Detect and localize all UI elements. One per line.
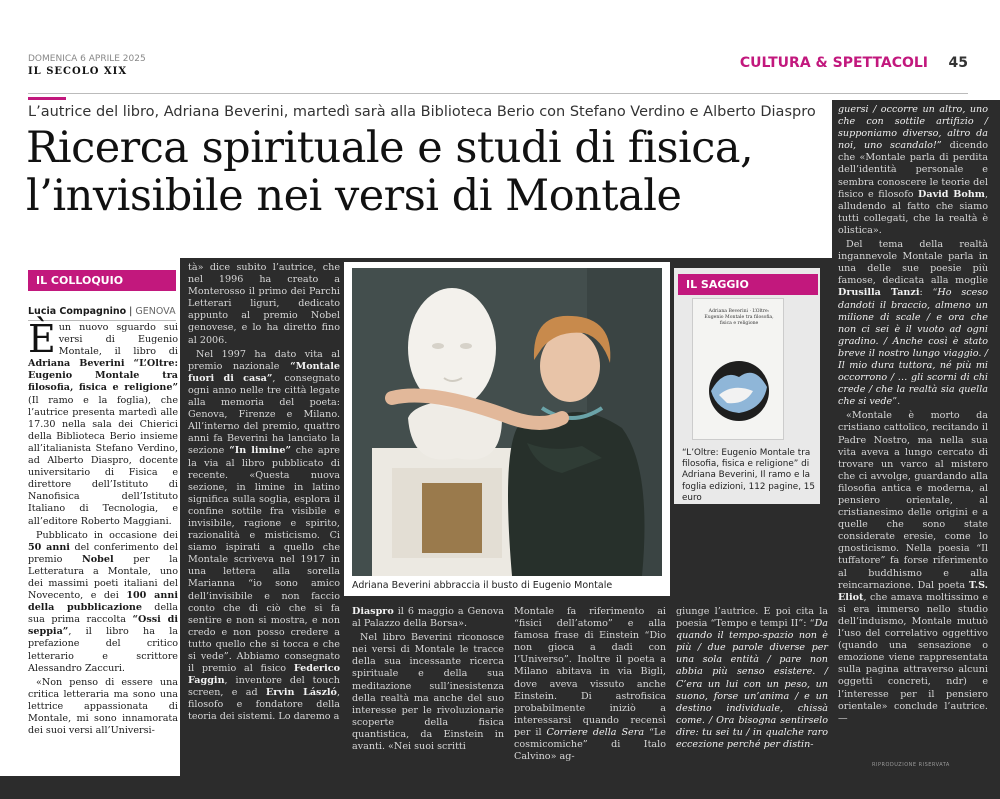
photo-caption: Adriana Beverini abbraccia il busto di Eugenio Montale — [352, 580, 613, 591]
article-column-1: Èun nuovo sguardo sui versi di Eugenio Montale, il libro di Adriana Beverini “L’Oltre: Eugenio Montale tra filosofia, fisica e religione” (Il ramo e la foglia), che l’autrice presenta martedì alle 17.30 nella sala dei Chierici della Biblioteca Berio insieme all’italianista Stefano Verdino, ad Alberto Diaspro, docente universitario di Fisica e direttore dell’Istituto di Nanofisica dell’Istituto Italiano di Tecnologia, e all’editore Roberto Maggiani. Pubblicato in occasione dei 50 anni del conferimento del premio Nobel per la Letteratura a Montale, uno dei massimi poeti italiani del Novecento, e dei 100 anni della pubblicazione della sua prima raccolta “Ossi di seppia”, il libro ha la prefazione del critico letterario e scrittore Alessandro Zaccuri. «Non penso di essere una critica letteraria ma sono una lettrice appassionata di Montale, mi sono innamorata dei suoi versi all’Universi- — [28, 317, 179, 737]
author-byline: Lucia Compagnino | GENOVA — [28, 306, 176, 321]
woman-dress — [508, 412, 645, 576]
sidebar-tag: IL SAGGIO — [678, 274, 818, 295]
section-title: CULTURA & SPETTACOLI — [739, 55, 928, 71]
headline-line-2: l’invisibile nei versi di Montale — [26, 171, 682, 221]
photo-illustration — [352, 268, 662, 576]
article-kicker: L’autrice del libro, Adriana Beverini, martedì sarà alla Biblioteca Berio con Stefano Verdino e Alberto Diaspro — [28, 104, 816, 120]
article-column-5: giunge l’autrice. E poi cita la poesia “Tempo e tempi II”: “Da quando il tempo-spazio non è più / due parole diverse per una sola entità / pare non abbia più senso esistere. / C’era un lui con un peso, un suono, forse un’anima / e un destino individuale, chissà come. / Ora bisogna sentirselo dire: tu sei tu / in qualche raro eccezione perché per distin- — [676, 606, 828, 751]
section-tag: IL COLLOQUIO — [28, 270, 176, 291]
page-masthead — [28, 52, 968, 94]
book-description: “L’Oltre: Eugenio Montale tra filosofia, fisica e religione” di Adriana Beverini, Il ramo e la foglia edizioni, 112 pagine, 15 euro — [682, 448, 815, 503]
drop-cap: È — [28, 317, 56, 361]
book-cover — [692, 298, 784, 440]
author-location: GENOVA — [135, 306, 176, 317]
article-column-3: Diaspro il 6 maggio a Genova al Palazzo della Borsa». Nel libro Beverini riconosce nei versi di Montale le tracce della sua incessante ricerca spirituale e della sua meditazione sull’inesistenza della realtà ma anche del suo interesse per le rivoluzionarie scoperte della fisica quantistica, da Einstein in avanti. «Nei suoi scritti — [352, 606, 504, 753]
copyright-note: RIPRODUZIONE RISERVATA — [872, 762, 950, 768]
issue-date: DOMENICA 6 APRILE 2025 — [28, 54, 146, 64]
bronze-plaque — [422, 483, 482, 553]
book-cover-text: Adriana Beverini · L’Oltre: Eugenio Montale tra filosofia, fisica e religione — [704, 309, 774, 326]
accent-rule — [28, 97, 66, 100]
page-number: 45 — [948, 55, 968, 71]
article-column-6: guersi / occorre un altro, uno che con sottile artifizio / supponiamo diverso, altro da noi, uno scandalo!” dicendo che «Montale parla di perdita dell’identità personale e sembra conoscere le teorie del fisico e filosofo David Bohm, alludendo al fatto che siamo tutti collegati, che la realtà è olistica». Del tema della realtà ingannevole Montale parla in una delle sue poesie più famose, dedicata alla moglie Drusilla Tanzi: “Ho sceso dandoti il braccio, almeno un milione di scale / e ora che non ci sei è il vuoto ad ogni gradino. / Anche così è stato breve il nostro lungo viaggio. / Il mio dura tuttora, né più mi occorrono / … gli scorni di chi crede / che la realtà sia quella che si vede”. «Montale è morto da cristiano cattolico, recitando il Padre Nostro, ma nella sua vita aveva a lungo cercato di trovare un varco al mistero che ci avvolge, guardando alla filosofia antica e moderna, al pensiero orientale, al cristianesimo delle origini e a quelle che sono state considerate eresie, come lo gnosticismo. Nella poesia “Il tuffatore” fa forse riferimento al buddhismo e alla reincarnazione. Dal poeta T.S. Eliot, che amava moltissimo e si era immerso nello studio dell’induismo, Montale mutuò l’uso del correlativo oggettivo (quando una sensazione o emozione viene rappresentata sulla pagina attraverso alcuni oggetti concreti, ndr) e l’interesse per il pensiero orientale» conclude l’autrice. — — [838, 104, 989, 724]
article-photo — [352, 268, 662, 576]
newspaper-name: IL SECOLO XIX — [28, 66, 128, 77]
book-cover-art — [693, 299, 785, 441]
article-headline — [26, 124, 846, 220]
dark-panel-bottom — [0, 776, 1000, 799]
author-name: Lucia Compagnino — [28, 306, 127, 317]
headline-line-1: Ricerca spirituale e studi di fisica, — [26, 123, 754, 173]
article-column-2: tà» dice subito l’autrice, che nel 1996 ha creato a Monterosso il primo dei Parchi Letterari liguri, dedicato appunto al premio Nobel genovese, e lo ha diretto fino al 2006. Nel 1997 ha dato vita al premio nazionale “Montale fuori di casa”, consegnato ogni anno nelle tre città legate alla memoria del poeta: Genova, Firenze e Milano. All’interno del premio, quattro anni fa Beverini ha lanciato la sezione “In limine” che apre la via al libro pubblicato di recente. «Questa nuova sezione, in limine in latino significa sulla soglia, esplora il confine sottile fra visibile e invisibile, ragione e spirito, razionalità e misticismo. Ci siamo ispirati a quello che Montale scriveva nel 1917 in una lettera alla sorella Marianna “io sono amico dell’invisibile e non faccio conto che di ciò che si fa sentire e non si mostra, e non credo e non posso credere a tutto quello che si tocca e che si vede”. Abbiamo consegnato il premio al fisico Federico Faggin, inventore del touch screen, e ad Ervin László, filosofo e fondatore della teoria dei sistemi. Lo daremo a — [188, 262, 340, 723]
article-column-4: Montale fa riferimento ai “fisici dell’atomo” e alla famosa frase di Einstein “Dio non gioca a dadi con l’Universo”. Inoltre il poeta a Milano abitava in via Bigli, dove aveva vissuto anche Einstein. Di astrofisica probabilmente iniziò a interessarsi quando recensì per il Corriere della Sera “Le cosmicomiche” di Italo Calvino» ag- — [514, 606, 666, 763]
